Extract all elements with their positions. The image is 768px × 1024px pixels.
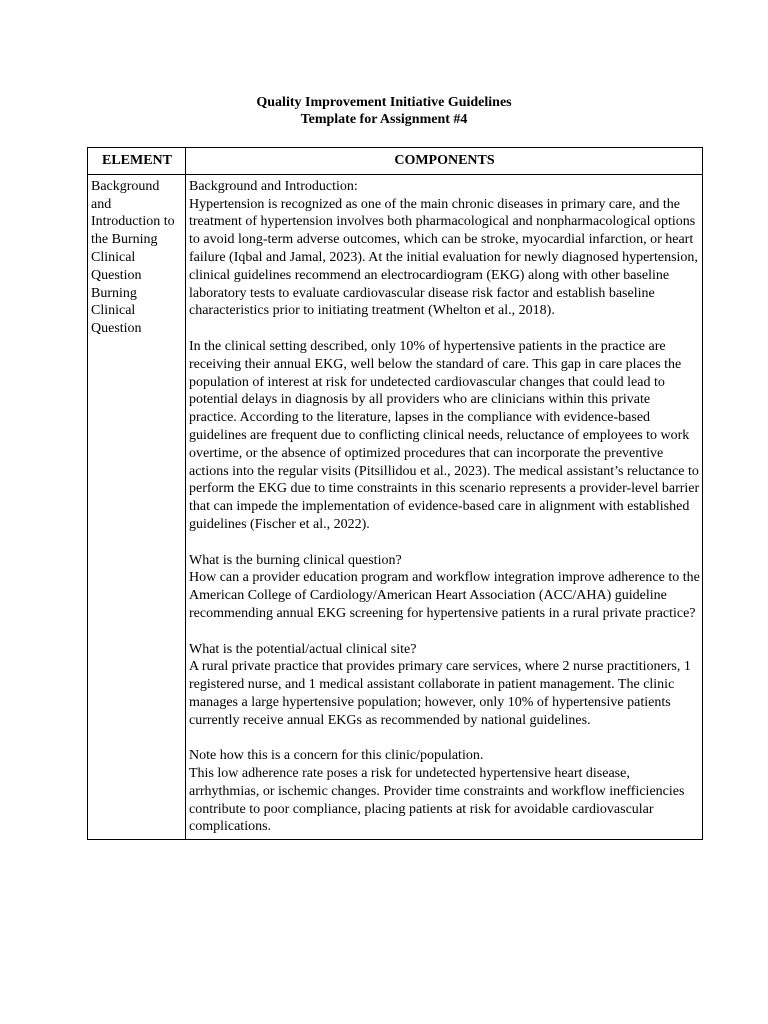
table-header-row bbox=[88, 148, 703, 175]
element-line: Introduction to bbox=[91, 214, 175, 230]
section-background bbox=[189, 178, 700, 320]
title-line-2: Template for Assignment #4 bbox=[300, 112, 468, 127]
element-line: Background bbox=[91, 178, 160, 194]
section-heading: What is the burning clinical question? bbox=[189, 552, 402, 568]
element-line: Clinical bbox=[91, 249, 136, 265]
element-line: Question bbox=[91, 321, 142, 337]
section-burning-question bbox=[189, 552, 700, 623]
guidelines-table bbox=[87, 147, 703, 840]
section-heading: What is the potential/actual clinical site? bbox=[189, 641, 417, 657]
title-line-1: Quality Improvement Initiative Guidelines bbox=[256, 95, 512, 110]
element-line: Clinical bbox=[91, 303, 136, 319]
section-clinical-setting bbox=[189, 338, 700, 534]
table-row bbox=[88, 174, 703, 839]
element-line: Burning bbox=[91, 285, 137, 301]
section-body: In the clinical setting described, only 10% of hypertensive patients in the practice are receiving their annual EKG, well below the standard of care. This gap in care places the population of interest at risk for undetected cardiovascular changes that could lead to potential delays in diagnosis by all providers who are clinicians within this private practice. According to the literature, lapses in the compliance with evidence-based guidelines are frequent due to conflicting clinical needs, reluctance of employees to work overtime, or the absence of optimized procedures that can incorporate the preventive actions into the regular visits (Pitsillidou et al., 2023). The medical assistant’s reluctance to perform the EKG due to time constraints in this scenario represents a provider-level barrier that can impede the implementation of evidence-based care in alignment with established guidelines (Fischer et al., 2022). bbox=[189, 338, 700, 532]
section-body: This low adherence rate poses a risk for undetected hypertensive heart disease, arrhythmias, or ischemic changes. Provider time constraints and workflow inefficiencies contribute to poor compliance, placing patients at risk for avoidable cardiovascular complications. bbox=[189, 766, 685, 835]
element-line: and bbox=[91, 196, 112, 212]
element-cell bbox=[88, 174, 186, 839]
document-title bbox=[0, 94, 768, 128]
section-concern bbox=[189, 747, 700, 836]
section-heading: Note how this is a concern for this clinic/population. bbox=[189, 748, 484, 764]
section-heading: Background and Introduction: bbox=[189, 178, 358, 194]
section-body: A rural private practice that provides primary care services, where 2 nurse practitioners, 1 registered nurse, and 1 medical assistant collaborate in patient management. The clinic manages a large hypertensive population; however, only 10% of hypertensive patients currently receive annual EKGs as recommended by national guidelines. bbox=[189, 659, 691, 728]
section-body: Hypertension is recognized as one of the main chronic diseases in primary care, and the treatment of hypertension involves both pharmacological and nonpharmacological options to avoid long-term adverse outcomes, which can be stroke, myocardial infarction, or heart failure (Iqbal and Jamal, 2023). At the initial evaluation for newly diagnosed hypertension, clinical guidelines recommend an electrocardiogram (EKG) along with other baseline laboratory tests to evaluate cardiovascular disease risk factor and establish baseline characteristics prior to initiating treatment (Whelton et al., 2018). bbox=[189, 196, 698, 319]
element-line: Question bbox=[91, 267, 142, 283]
element-line: the Burning bbox=[91, 232, 158, 248]
components-cell bbox=[186, 174, 703, 839]
header-components: COMPONENTS bbox=[186, 148, 703, 175]
header-element: ELEMENT bbox=[88, 148, 186, 175]
section-body: How can a provider education program and workflow integration improve adherence to the American College of Cardiology/American Heart Association (ACC/AHA) guideline recommending annual EKG screening for hypertensive patients in a rural private practice? bbox=[189, 570, 700, 621]
section-clinical-site bbox=[189, 641, 700, 730]
